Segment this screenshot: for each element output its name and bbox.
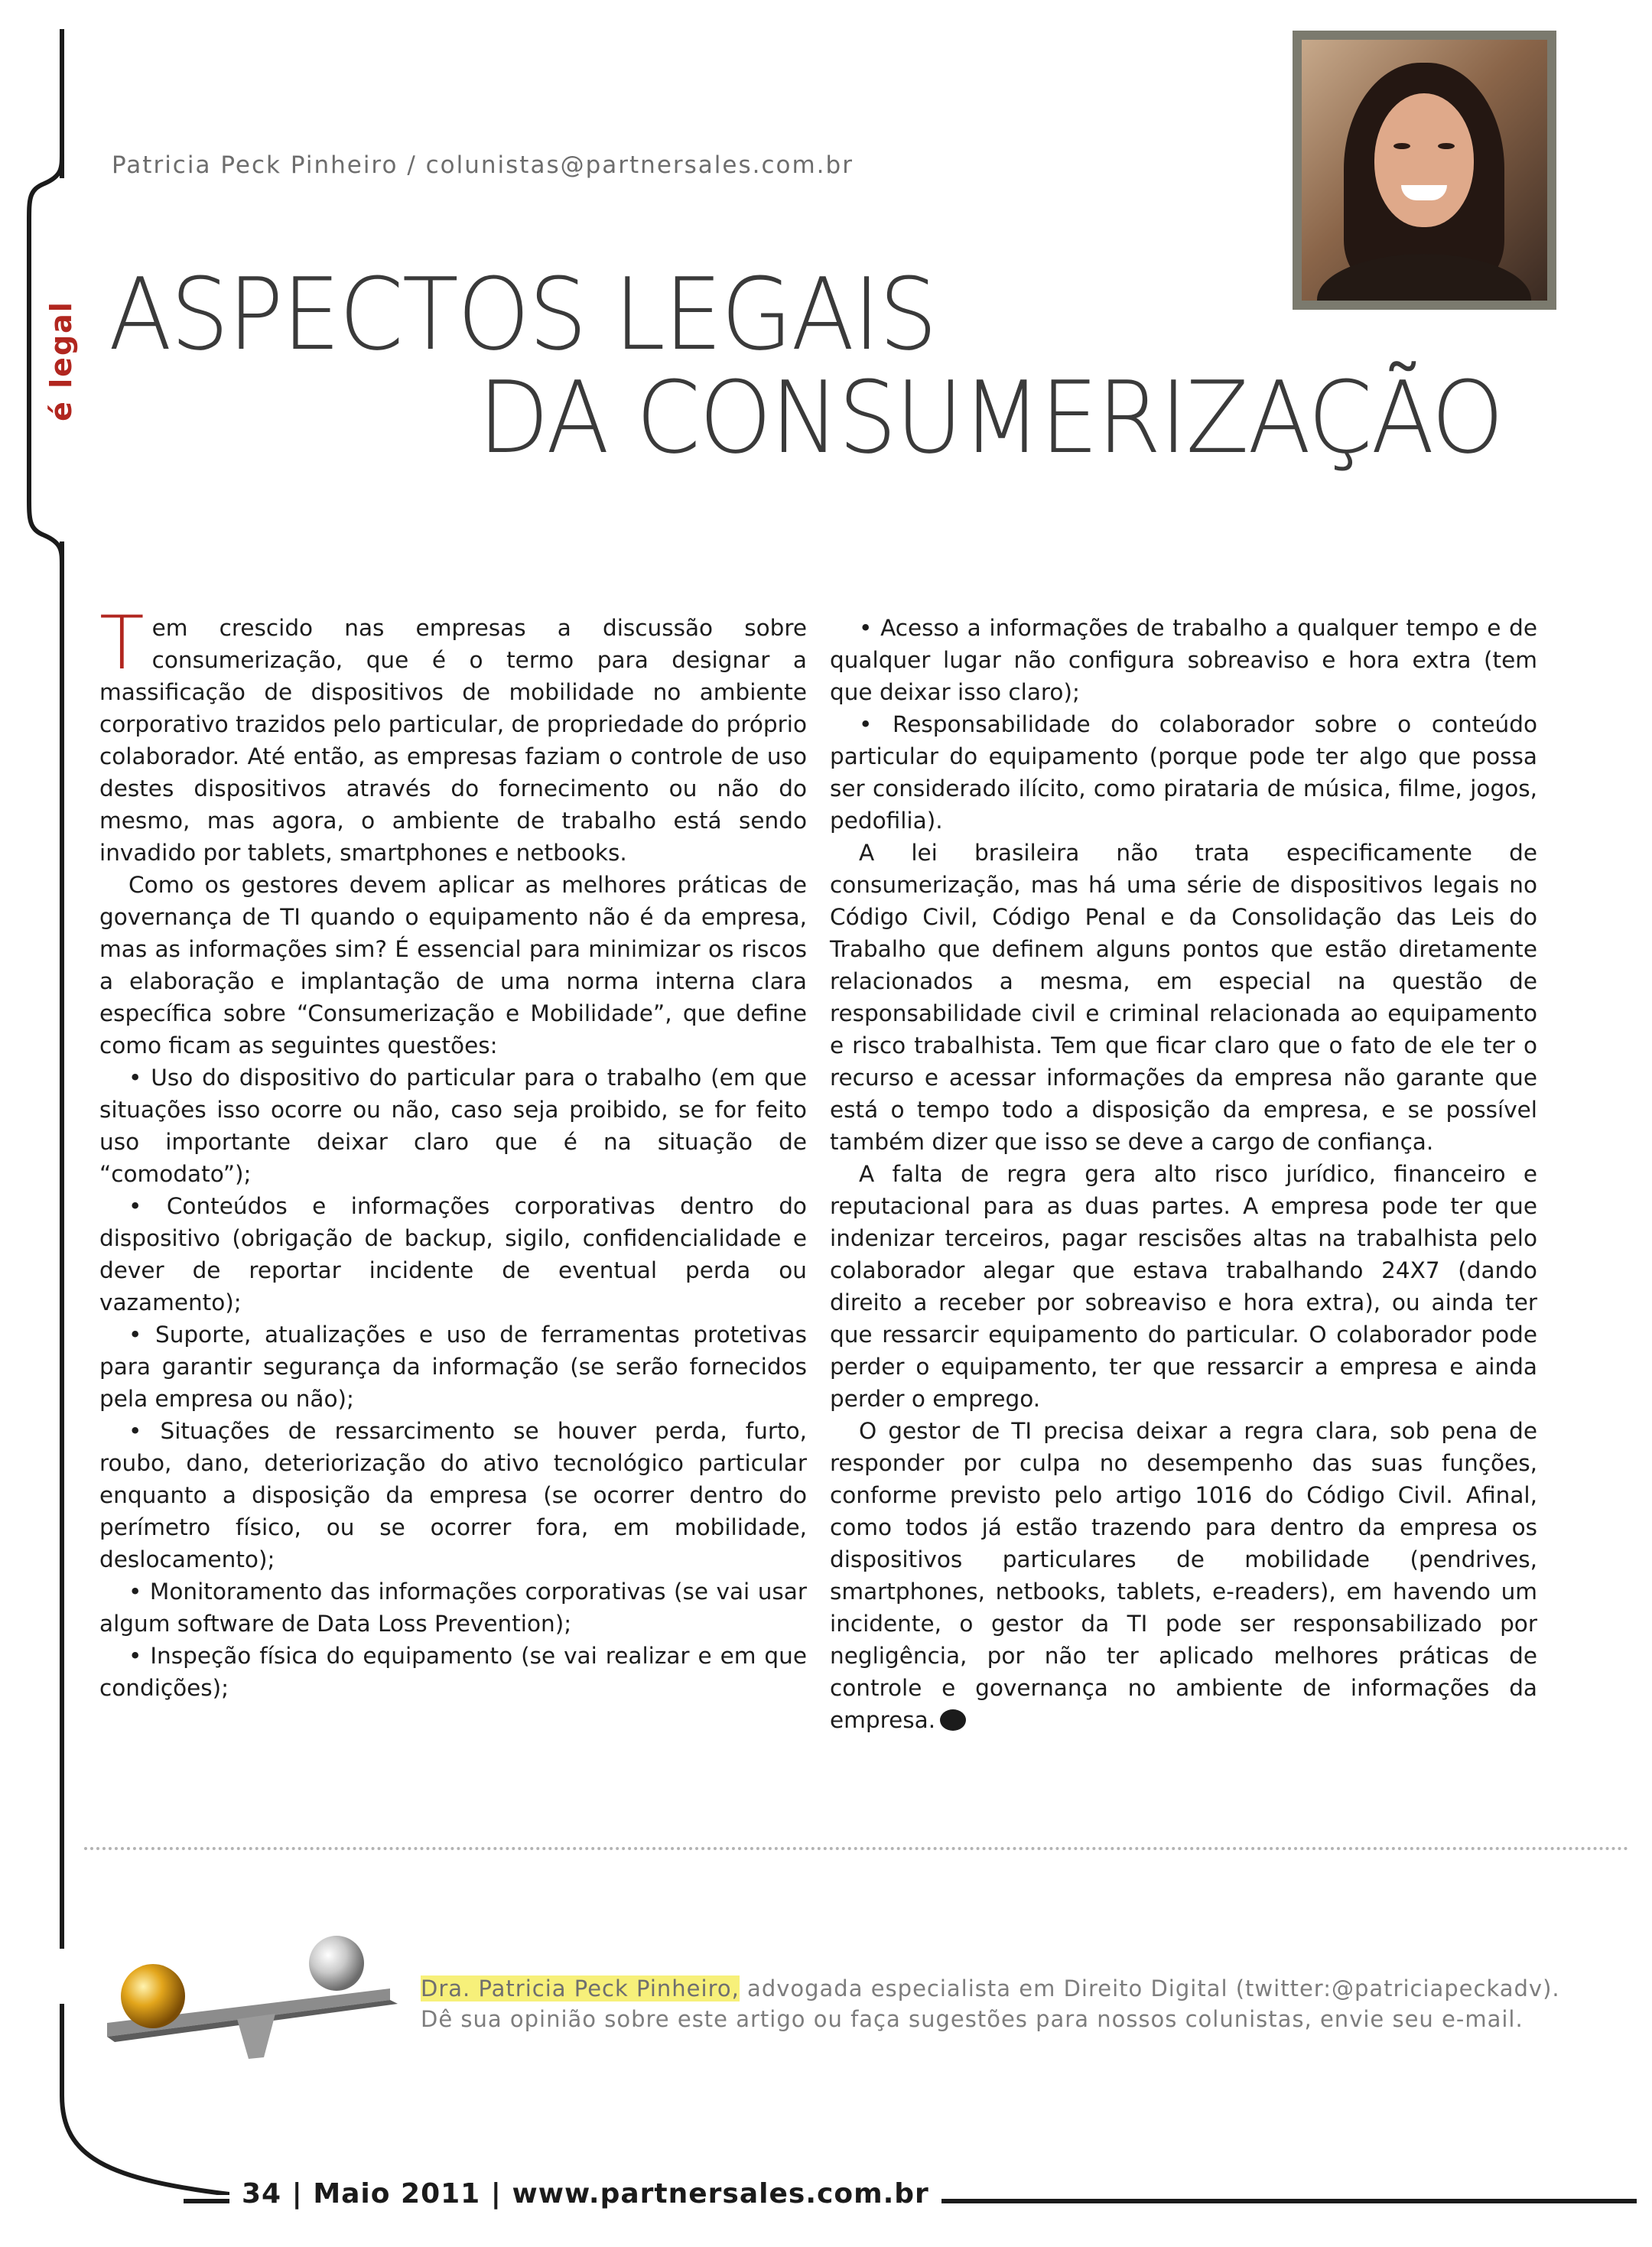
author-byline: Patricia Peck Pinheiro / colunistas@partnersales.com.br <box>112 151 854 179</box>
paragraph: O gestor de TI precisa deixar a regra clara, sob pena de responder por culpa no desempenho das suas funções, conforme previsto pelo artigo 1016 do Código Civil. Afinal, como todos já estão trazendo para dentro da empresa os dispositivos particulares de mobilidade (pendrives, smartphones, netbooks, tablets, e-readers), em havendo um incidente, o gestor da TI pode ser responsabilizado por negligência, por não ter aplicado melhores práticas de controle e governança no ambiente de informações da empresa. <box>830 1418 1537 1733</box>
bullet-item: • Acesso a informações de trabalho a qualquer tempo e de qualquer lugar não configura sobreaviso e hora extra (tem que deixar isso claro); <box>830 615 1537 705</box>
bullet-item: • Inspeção física do equipamento (se vai realizar e em que condições); <box>99 1643 807 1701</box>
end-of-article-icon <box>940 1709 966 1731</box>
dotted-separator <box>84 1847 1629 1850</box>
article-title-line1: ASPECTOS LEGAIS <box>109 256 936 372</box>
page-footer: 34 | Maio 2011 | www.partnersales.com.br <box>229 2178 941 2210</box>
bullet-item: • Suporte, atualizações e uso de ferramentas protetivas para garantir segurança da informação (se serão fornecidos pela empresa ou não); <box>99 1322 807 1412</box>
left-rail-bottom <box>60 541 64 1949</box>
section-label <box>15 268 99 451</box>
paragraph: A falta de regra gera alto risco jurídico, financeiro e reputacional para as duas partes. A empresa pode ter que indenizar terceiros, pagar rescisões altas na trabalhista pelo colaborador alegar que estava trabalhando 24X7 (dando direito a receber por sobreaviso e hora extra), ou ainda ter que ressarcir equipamento do particular. O colaborador pode perder o equipamento, ter que ressarcir a empresa e ainda perder o emprego. <box>830 1161 1537 1412</box>
paragraph: Como os gestores devem aplicar as melhores práticas de governança de TI quando o equipamento não é da empresa, mas as informações sim? É essencial para minimizar os riscos a elaboração e implantação de uma norma interna clara específica sobre “Consumerização e Mobilidade”, que define como ficam as seguintes questões: <box>99 872 807 1058</box>
article-title-line2: DA CONSUMERIZAÇÃO <box>478 359 1503 476</box>
seesaw-balls-illustration <box>99 1916 421 2069</box>
section-label-text: é legal <box>44 301 78 421</box>
bio-line-2: Dê sua opinião sobre este artigo ou faça sugestões para nossos colunistas, envie seu e-mail. <box>421 2006 1524 2032</box>
article-right-column <box>830 612 1537 1736</box>
bullet-item: • Responsabilidade do colaborador sobre o conteúdo particular do equipamento (porque pode ter algo que possa ser considerado ilícito, como pirataria de música, filme, jogos, pedofilia). <box>830 711 1537 834</box>
author-name-highlight: Dra. Patricia Peck Pinheiro, <box>421 1975 740 2001</box>
author-photo <box>1293 31 1556 310</box>
article-left-column <box>99 600 807 1704</box>
bio-line-1: Dra. Patricia Peck Pinheiro, advogada especialista em Direito Digital (twitter:@patriciapeckadv). <box>421 1975 1560 2001</box>
bullet-item: • Uso do dispositivo do particular para o trabalho (em que situações isso ocorre ou não, caso seja proibido, se for feito uso importante deixar claro que é na situação de “comodato”); <box>99 1065 807 1187</box>
paragraph: A lei brasileira não trata especificamente de consumerização, mas há uma série de dispositivos legais no Código Civil, Código Penal e da Consolidação das Leis do Trabalho que definem alguns pontos que estão diretamente relacionados a mesma, em especial na questão de responsabilidade civil e criminal relacionada ao equipamento e risco trabalhista. Tem que ficar claro que o fato de ele ter o recurso e acessar informações da empresa não garante que está o tempo todo a disposição da empresa, e se possível também dizer que isso se deve a cargo de confiança. <box>830 840 1537 1155</box>
bullet-item: • Situações de ressarcimento se houver perda, furto, roubo, dano, deteriorização do ativo tecnológico particular enquanto a disposição da empresa (se ocorrer dentro do perímetro físico, ou se ocorrer fora, em mobilidade, deslocamento); <box>99 1418 807 1572</box>
bullet-item: • Monitoramento das informações corporativas (se vai usar algum software de Data Loss Prevention); <box>99 1579 807 1637</box>
bullet-item: • Conteúdos e informações corporativas dentro do dispositivo (obrigação de backup, sigilo, confidencialidade e dever de reportar incidente de eventual perda ou vazamento); <box>99 1193 807 1315</box>
author-bio <box>421 1973 1560 2034</box>
paragraph: Tem crescido nas empresas a discussão sobre consumerização, que é o termo para designar a massificação de dispositivos de mobilidade no ambiente corporativo trazidos pelo particular, de propriedade do próprio colaborador. Até então, as empresas faziam o controle de uso destes dispositivos através do fornecimento ou não do mesmo, mas agora, o ambiente de trabalho está sendo invadido por tablets, smartphones e netbooks. <box>99 600 807 866</box>
dropcap: T <box>99 600 145 686</box>
